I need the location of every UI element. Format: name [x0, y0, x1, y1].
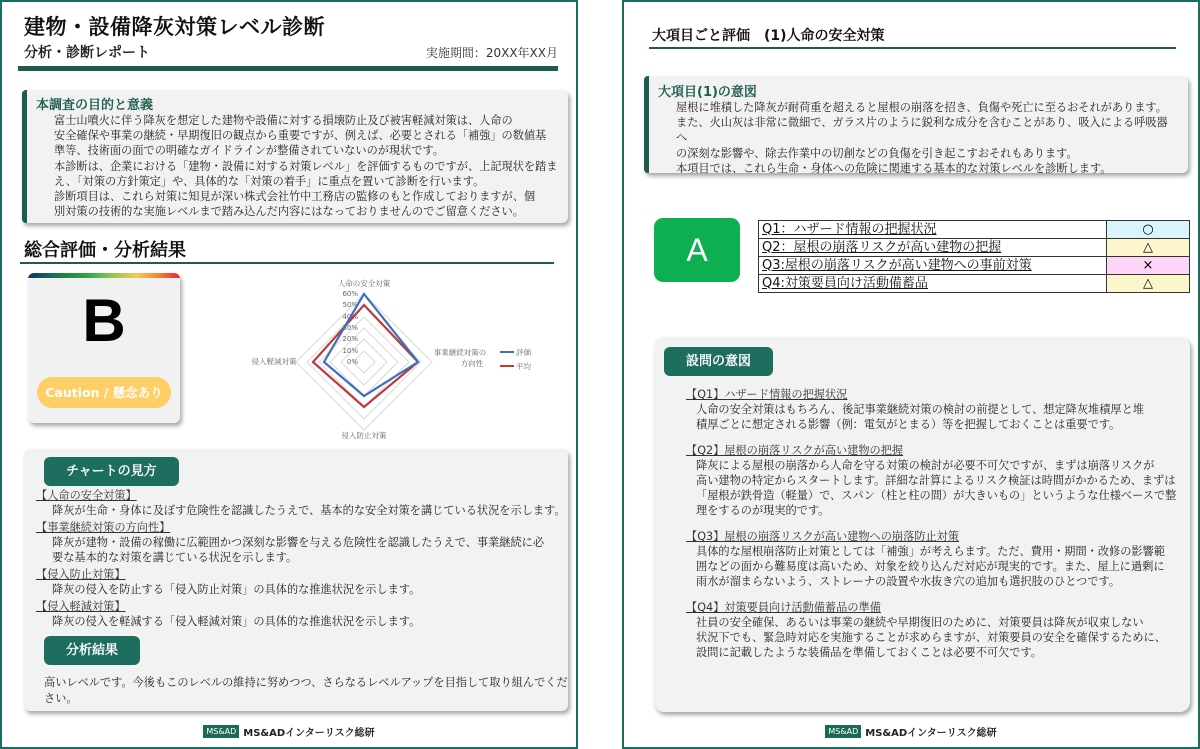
- purpose-card: [22, 90, 568, 223]
- chart-guide-pill: チャートの見方: [44, 457, 179, 486]
- svg-text:方向性: 方向性: [460, 359, 484, 368]
- category-grade: A: [654, 218, 740, 282]
- question-label: Q2：屋根の崩落リスクが高い建物の把握: [759, 239, 1107, 257]
- report-page-category: [622, 0, 1200, 749]
- company-footer: [624, 724, 1198, 739]
- overall-section-title: 総合評価・分析結果: [24, 240, 186, 261]
- svg-text:侵入防止対策: 侵入防止対策: [341, 431, 387, 439]
- intent-line: また、火山灰は非常に微細で、ガラス片のように鋭利な成分を含むことがあり、吸入による呼吸器へ: [676, 116, 1168, 145]
- intent-line: 囲などの面から難易度は高いため、対象を絞り込んだ対応が現実的です。また、屋上に過剰に: [696, 560, 1165, 573]
- question-mark: △: [1107, 275, 1190, 293]
- guide-line: 降灰が建物・設備の稼働に広範囲かつ深刻な影響を与える危険性を認識したうえで、事業継続に必: [52, 536, 545, 549]
- guide-item-heading: 【侵入防止対策】: [36, 568, 126, 581]
- overall-grade-card: [28, 273, 180, 423]
- question-label: Q4:対策要員向け活動備蓄品: [759, 275, 1107, 293]
- svg-text:50%: 50%: [342, 301, 358, 309]
- question-intent-item: [662, 388, 1190, 432]
- analysis-result-pill: 分析結果: [44, 636, 140, 665]
- guide-item-text: 降灰の侵入を防止する「侵入防止対策」の具体的な推進状況を示します。: [52, 583, 421, 596]
- category-intent-card: [644, 76, 1188, 173]
- guide-item-text: 降灰が生命・身体に及ぼす危険性を認識したうえで、基本的な安全対策を講じている状況を示します。: [52, 504, 566, 517]
- svg-text:10%: 10%: [342, 347, 358, 355]
- svg-text:評価: 評価: [516, 348, 531, 357]
- svg-text:0%: 0%: [346, 358, 358, 366]
- question-intent-text: [686, 458, 1190, 518]
- question-intent-heading: 【Q1】ハザード情報の把握状況: [686, 388, 848, 401]
- intent-line: 屋根に堆積した降灰が耐荷重を超えると屋根の崩落を招き、負傷や死亡に至るおそれがあります。: [676, 101, 1167, 114]
- guide-item-text: [36, 535, 568, 565]
- question-intent-text: [686, 544, 1190, 589]
- purpose-line: 安全確保や事業の継続・早期復旧の観点から重要ですが、例えば、必要とされる「補強」の数値基: [54, 129, 547, 143]
- table-row: [759, 275, 1190, 293]
- radar-chart: [232, 274, 562, 439]
- table-row: [759, 221, 1190, 239]
- intent-text: [658, 100, 1178, 176]
- intent-line: 本項目では、これら生命・身体への危険に関連する基本的な対策レベルを診断します。: [676, 161, 1112, 175]
- company-name: MS&ADインターリスク総研: [865, 728, 997, 739]
- status-badge: Caution / 懸念あり: [37, 377, 171, 408]
- question-mark: ○: [1107, 221, 1190, 239]
- company-name: MS&ADインターリスク総研: [243, 728, 375, 739]
- question-label: Q3:屋根の崩落リスクが高い建物への事前対策: [759, 257, 1107, 275]
- question-results-table: [758, 220, 1190, 293]
- question-intent-text: [686, 615, 1190, 660]
- question-intent-pill: 設問の意図: [664, 347, 773, 376]
- purpose-line: 準等、技術面の面での明確なガイドラインが整備されていないのが現状です。: [54, 144, 444, 158]
- title-divider: [649, 47, 1176, 49]
- report-page-summary: [0, 0, 578, 749]
- svg-text:侵入軽減対策: 侵入軽減対策: [251, 357, 297, 366]
- company-footer: [2, 724, 576, 739]
- guide-item-heading: 【事業継続対策の方向性】: [36, 521, 171, 534]
- question-intent-text: [686, 402, 1190, 432]
- guide-item-heading: 【侵入軽減対策】: [36, 600, 126, 613]
- category-title: 大項目ごと評価 (1)人命の安全対策: [652, 28, 885, 44]
- question-intent-item: [662, 601, 1190, 660]
- purpose-line: 別対策の技術的な実施レベルまで踏み込んだ内容にはなっておりませんのでご留意ください。: [54, 205, 524, 219]
- question-label: Q1：ハザード情報の把握状況: [759, 221, 1107, 239]
- question-intent-heading: 【Q4】対策要員向け活動備蓄品の準備: [686, 601, 881, 614]
- intent-line: 状況下でも、緊急時対応を実施することが求めらますが、対策要員の安全を確保するために、: [696, 631, 1166, 644]
- guide-item-heading: 【人命の安全対策】: [36, 489, 137, 502]
- purpose-line: 本診断は、企業における「建物・設備に対する対策レベル」を評価するものですが、上記現状を踏ま: [54, 159, 558, 173]
- report-title: 建物・設備降灰対策レベル診断: [24, 15, 325, 39]
- chart-guide-card: [24, 449, 568, 711]
- intent-heading: 大項目(1)の意図: [658, 85, 757, 100]
- svg-text:40%: 40%: [342, 313, 358, 321]
- intent-line: 高い建物の特定からスタートします。詳細な計算によるリスク検証は時間がかかるため、まずは: [696, 474, 1176, 487]
- question-intent-card: [654, 337, 1190, 712]
- svg-text:事業継続対策の: 事業継続対策の: [433, 348, 487, 357]
- intent-line: の深刻な影響や、除去作業中の切創などの負傷を引き起こすおそれもあります。: [676, 146, 1078, 160]
- section-divider: [20, 262, 554, 264]
- question-mark: △: [1107, 239, 1190, 257]
- svg-text:60%: 60%: [342, 290, 358, 298]
- title-divider: [18, 66, 558, 71]
- svg-text:20%: 20%: [342, 335, 358, 343]
- analysis-result-text: 高いレベルです。今後もこのレベルの維持に努めつつ、さらなるレベルアップを目指して取り組んでください。: [44, 676, 568, 705]
- purpose-heading: 本調査の目的と意義: [36, 98, 154, 113]
- purpose-line: 診断項目は、これら対策に知見が深い株式会社竹中工務店の監修のもと作成しておりますが、個: [54, 190, 536, 204]
- grade-gradient-bar: [28, 273, 180, 278]
- purpose-line: 富士山噴火に伴う降灰を想定した建物や設備に対する損壊防止及び被害軽減対策は、人命の: [54, 114, 513, 127]
- svg-text:人命の安全対策: 人命の安全対策: [337, 279, 391, 288]
- question-intent-heading: 【Q3】屋根の崩落リスクが高い建物への崩落防止対策: [686, 530, 960, 543]
- guide-item-text: 降灰の侵入を軽減する「侵入軽減対策」の具体的な推進状況を示します。: [52, 615, 421, 628]
- question-intent-heading: 【Q2】屋根の崩落リスクが高い建物の把握: [686, 444, 904, 457]
- table-row: [759, 239, 1190, 257]
- intent-line: 積厚ごとに想定される影響（例：電気がとまる）等を把握しておくことは重要です。: [696, 418, 1121, 431]
- radar-legend: [500, 347, 531, 371]
- intent-line: 理をするのが現実的です。: [696, 504, 830, 517]
- intent-line: 人命の安全対策はもちろん、後記事業継続対策の検討の前提として、想定降灰堆積厚と堆: [696, 403, 1144, 416]
- svg-text:30%: 30%: [342, 324, 358, 332]
- intent-line: 「屋根が鉄骨造（軽量）で、スパン（柱と柱の間）が大きいもの」というような仕様ベースで整: [696, 489, 1177, 502]
- overall-grade: B: [82, 287, 126, 354]
- guide-line: 要な基本的な対策を講じている状況を示します。: [52, 551, 298, 564]
- intent-line: 雨水が溜まらないよう、ストレーナの設置や水抜き穴の追加も選択肢のひとつです。: [696, 575, 1121, 588]
- table-row: [759, 257, 1190, 275]
- question-mark: ×: [1107, 257, 1190, 275]
- report-subtitle: 分析・診断レポート: [24, 45, 150, 61]
- purpose-line: え、「対策の方針策定」や、具体的な「対策の着手」に重点を置いて診断を行います。: [54, 174, 485, 188]
- question-intent-item: [662, 444, 1190, 518]
- company-logo: MS&AD: [825, 725, 861, 738]
- intent-line: 社員の安全確保、あるいは事業の継続や早期復旧のために、対策要員は降灰が収束しない: [696, 616, 1144, 629]
- company-logo: MS&AD: [203, 725, 239, 738]
- question-intent-item: [662, 530, 1190, 589]
- radar-axis-labels: [252, 278, 487, 439]
- svg-text:平均: 平均: [516, 362, 531, 371]
- intent-line: 具体的な屋根崩落防止対策としては「補強」が考えらます。ただ、費用・期間・改修の影響範: [696, 545, 1165, 558]
- intent-line: 設問に記載したような装備品を準備しておくことは必要不可欠です。: [696, 646, 1042, 659]
- purpose-text: [36, 113, 558, 219]
- report-period: 実施期間：20XX年XX月: [425, 46, 558, 60]
- intent-line: 降灰による屋根の崩落から人命を守る対策の検討が必要不可欠ですが、まずは崩落リスクが: [696, 459, 1155, 472]
- radar-grid: [296, 294, 432, 430]
